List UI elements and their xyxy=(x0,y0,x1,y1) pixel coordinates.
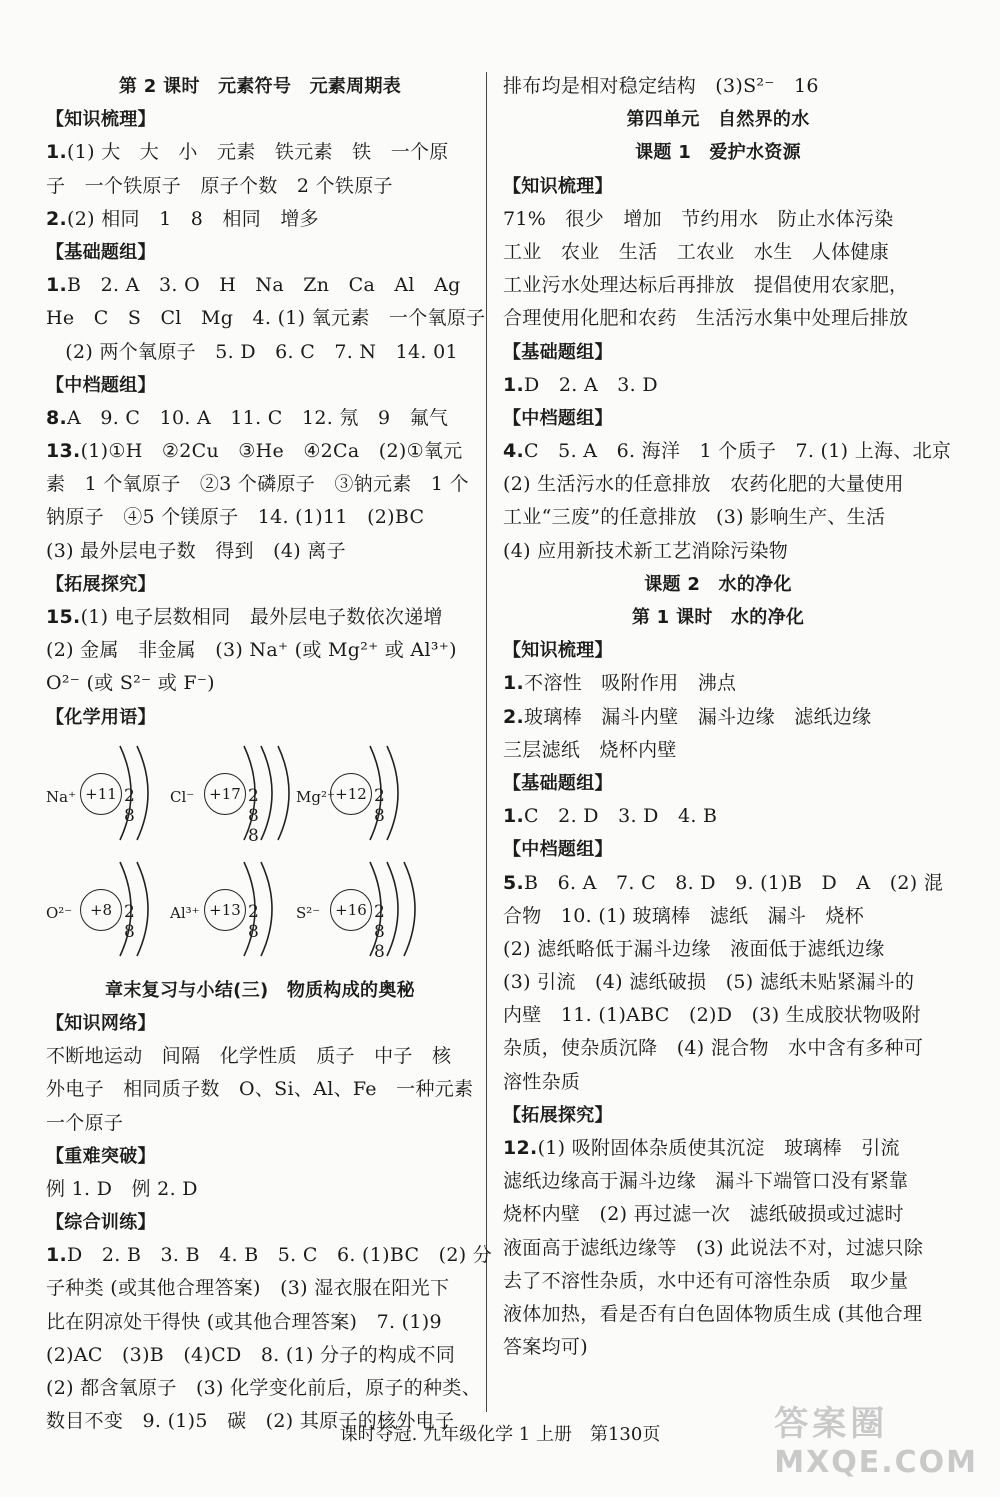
question-number: 1. xyxy=(503,672,525,695)
electron-shell-arc xyxy=(137,862,148,956)
answer-line xyxy=(503,1265,933,1298)
line-text: A 9. C 10. A 11. C 12. 氖 9 氟气 xyxy=(67,406,449,429)
line-text: 滤纸边缘高于漏斗边缘 漏斗下端管口没有紧靠 xyxy=(503,1170,909,1193)
answer-line xyxy=(46,302,486,335)
line-text: O²⁻ (或 S²⁻ 或 F⁻) xyxy=(46,672,215,695)
section-heading xyxy=(503,767,933,800)
line-text: 【基础题组】 xyxy=(503,772,613,794)
line-text: 钠原子 ④5 个镁原子 14. (1)11 (2)BC xyxy=(46,506,425,529)
electron-shell-arc xyxy=(261,862,272,956)
right-column xyxy=(503,70,952,1364)
line-text: (2) 都含氧原子 (3) 化学变化前后，原子的种类、 xyxy=(46,1377,482,1399)
line-text: (2) 生活污水的任意排放 农药化肥的大量使用 xyxy=(503,473,904,496)
electron-shell-arc xyxy=(387,746,398,840)
answer-line xyxy=(503,302,933,335)
left-section-chapter-review xyxy=(46,974,493,1439)
answer-line xyxy=(503,1032,933,1065)
question-number: 4. xyxy=(503,440,525,463)
section-heading xyxy=(46,568,474,601)
section-title xyxy=(46,70,474,103)
line-text: C 2. D 3. D 4. B xyxy=(524,805,718,828)
electron-counts: 2 8 8 xyxy=(374,901,387,962)
line-text: 排布均是相对稳定结构 (3)S²⁻ 16 xyxy=(503,75,819,97)
line-text: 一个原子 xyxy=(46,1111,124,1134)
line-text: 【基础题组】 xyxy=(503,341,613,363)
line-text: 【中档题组】 xyxy=(503,407,613,429)
line-text: D 2. A 3. D xyxy=(524,373,658,396)
question-number: 1. xyxy=(503,373,525,396)
answer-line xyxy=(46,402,474,435)
line-text: (2) 滤纸略低于漏斗边缘 液面低于滤纸边缘 xyxy=(503,937,885,960)
line-text: 【拓展探究】 xyxy=(503,1104,613,1126)
line-text: (2) 金属 非金属 (3) Na⁺ (或 Mg²⁺ 或 Al³⁺) xyxy=(46,639,457,662)
answer-line xyxy=(46,203,474,236)
line-text: 合理使用化肥和农药 生活污水集中处理后排放 xyxy=(503,307,909,330)
line-text: He C S Cl Mg 4. (1) 氧元素 一个氧原子 xyxy=(46,307,486,330)
answer-line xyxy=(503,933,933,966)
ion-symbol: Al³⁺ xyxy=(170,903,200,922)
nucleus-circle: +12 xyxy=(330,773,372,815)
line-text: 工业“三废”的任意排放 (3) 影响生产、生活 xyxy=(503,506,886,529)
answer-line xyxy=(46,170,474,203)
answer-line xyxy=(503,667,933,700)
line-text: 杂质，使杂质沉降 (4) 混合物 水中含有多种可 xyxy=(503,1037,924,1060)
atomic-structure-diagrams xyxy=(46,734,474,974)
line-text: 不溶性 吸附作用 沸点 xyxy=(524,672,737,695)
line-text: 溶性杂质 xyxy=(503,1070,581,1093)
ion-symbol: Cl⁻ xyxy=(170,787,195,806)
line-text: 课题 2 水的净化 xyxy=(644,573,792,595)
answer-line xyxy=(503,70,933,103)
page-footer: 课时夺冠. 九年级化学 1 上册 第130页 xyxy=(339,1424,661,1445)
answer-line xyxy=(503,435,952,468)
section-heading xyxy=(46,1007,474,1040)
answer-line xyxy=(503,734,933,767)
answer-line xyxy=(503,900,933,933)
ion-symbol: Na⁺ xyxy=(46,787,76,806)
nucleus-circle: +11 xyxy=(80,773,122,815)
question-number: 1. xyxy=(503,805,525,828)
answer-line xyxy=(46,1239,493,1272)
answer-line xyxy=(46,1073,474,1106)
question-number: 15. xyxy=(46,606,81,628)
answer-line xyxy=(503,236,933,269)
electron-shell-arc xyxy=(137,746,148,840)
answer-line xyxy=(503,535,933,568)
line-text: (1) 电子层数相同 最外层电子数依次递增 xyxy=(80,606,443,628)
watermark-logo: 答案圈 MXQE.COM xyxy=(774,1404,978,1480)
line-text: C 5. A 6. 海洋 1 个质子 7. (1) 上海、北京 xyxy=(524,440,952,463)
section-heading xyxy=(503,634,933,667)
ion-symbol: Mg²⁺ xyxy=(296,787,335,806)
line-text: 例 1. D 例 2. D xyxy=(46,1177,198,1200)
answer-line xyxy=(46,1306,474,1339)
answer-line xyxy=(46,1372,482,1405)
answer-line xyxy=(46,1107,474,1140)
electron-shell-arc xyxy=(278,746,289,840)
line-text: 【综合训练】 xyxy=(46,1212,156,1234)
line-text: 71% 很少 增加 节约用水 防止水体污染 xyxy=(503,207,894,230)
answer-line xyxy=(46,136,474,169)
answer-line xyxy=(503,1165,933,1198)
answer-line xyxy=(46,468,474,501)
answer-line xyxy=(503,501,933,534)
section-heading xyxy=(503,402,933,435)
question-number: 1. xyxy=(46,1244,68,1267)
nucleus-circle: +8 xyxy=(80,889,122,931)
line-text: 【知识梳理】 xyxy=(503,175,613,197)
answer-line xyxy=(46,634,474,667)
answer-line xyxy=(503,1331,933,1364)
section-heading xyxy=(46,369,474,402)
line-text: 玻璃棒 漏斗内壁 漏斗边缘 滤纸边缘 xyxy=(524,705,872,728)
answer-line xyxy=(46,336,474,369)
line-text: 【知识梳理】 xyxy=(503,640,613,662)
line-text: 【拓展探究】 xyxy=(46,573,156,595)
answer-line xyxy=(503,1298,933,1331)
line-text: 【基础题组】 xyxy=(46,241,156,263)
section-title xyxy=(503,103,933,136)
line-text: 合物 10. (1) 玻璃棒 滤纸 漏斗 烧杯 xyxy=(503,904,865,927)
nucleus-circle: +17 xyxy=(204,773,246,815)
section-title xyxy=(503,601,933,634)
line-text: (1) 吸附固体杂质使其沉淀 玻璃棒 引流 xyxy=(537,1137,900,1159)
line-text: 内壁 11. (1)ABC (2)D (3) 生成胶状物吸附 xyxy=(503,1004,921,1027)
section-heading xyxy=(46,103,474,136)
electron-shell-arc xyxy=(387,862,398,956)
line-text: 【中档题组】 xyxy=(503,839,613,861)
line-text: 烧杯内壁 (2) 再过滤一次 滤纸破损或过滤时 xyxy=(503,1203,904,1226)
answer-line xyxy=(503,701,933,734)
line-text: 答案均可) xyxy=(503,1336,588,1359)
answer-line xyxy=(503,800,933,833)
line-text: 【中档题组】 xyxy=(46,374,156,396)
section-heading xyxy=(503,170,933,203)
line-text: (3) 引流 (4) 滤纸破损 (5) 滤纸未贴紧漏斗的 xyxy=(503,971,915,994)
line-text: 第 1 课时 水的净化 xyxy=(631,607,805,628)
question-number: 1. xyxy=(46,141,68,164)
line-text: B 6. A 7. C 8. D 9. (1)B D A (2) 混 xyxy=(524,871,944,894)
electron-shell-arc xyxy=(404,862,415,956)
answer-line xyxy=(46,435,474,468)
question-number: 2. xyxy=(46,207,68,230)
line-text: 去了不溶性杂质，水中还有可溶性杂质 取少量 xyxy=(503,1269,909,1292)
answer-line xyxy=(503,203,933,236)
line-text: (3) 最外层电子数 得到 (4) 离子 xyxy=(46,539,346,562)
answer-line xyxy=(503,999,933,1032)
section-title xyxy=(503,568,933,601)
line-text: 工业 农业 生活 工农业 水生 人体健康 xyxy=(503,240,890,263)
section-title xyxy=(503,136,933,169)
answer-line xyxy=(46,1339,474,1372)
line-text: 不断地运动 间隔 化学性质 质子 中子 核 xyxy=(46,1045,452,1068)
ion-symbol: O²⁻ xyxy=(46,903,73,922)
electron-counts: 2 8 8 xyxy=(248,785,261,846)
answer-line xyxy=(503,867,944,900)
line-text: 液面高于滤纸边缘等 (3) 此说法不对，过滤只除 xyxy=(503,1236,924,1259)
line-text: D 2. B 3. B 4. B 5. C 6. (1)BC (2) 分 xyxy=(67,1244,493,1267)
answer-line xyxy=(46,1040,474,1073)
line-text: 【重难突破】 xyxy=(46,1145,156,1167)
line-text: 素 1 个氧原子 ②3 个磷原子 ③钠元素 1 个 xyxy=(46,473,469,496)
answer-line xyxy=(46,667,474,700)
nucleus-circle: +16 xyxy=(330,889,372,931)
electron-counts: 2 8 xyxy=(124,901,137,942)
line-text: 课题 1 爱护水资源 xyxy=(635,142,801,164)
section-heading xyxy=(503,1099,933,1132)
column-divider xyxy=(486,72,487,1412)
line-text: 第 2 课时 元素符号 元素周期表 xyxy=(118,76,402,97)
section-heading xyxy=(46,236,474,269)
section-title xyxy=(46,974,474,1007)
answer-line xyxy=(46,269,474,302)
answer-line xyxy=(46,601,474,634)
line-text: (1)①H ②2Cu ③He ④2Ca (2)①氧元 xyxy=(80,440,463,463)
line-text: (2)AC (3)B (4)CD 8. (1) 分子的构成不同 xyxy=(46,1343,456,1366)
line-text: 外电子 相同质子数 O、Si、Al、Fe 一种元素 xyxy=(46,1078,474,1101)
line-text: 第四单元 自然界的水 xyxy=(626,109,810,131)
answer-line xyxy=(503,1066,933,1099)
line-text: 比在阴凉处干得快 (或其他合理答案) 7. (1)9 xyxy=(46,1310,442,1333)
answer-line xyxy=(503,369,933,402)
line-text: 【知识梳理】 xyxy=(46,109,156,131)
answer-line xyxy=(46,1272,474,1305)
line-text: (2) 相同 1 8 相同 增多 xyxy=(67,207,319,230)
line-text: (1) 大 大 小 元素 铁元素 铁 一个原 xyxy=(67,141,449,164)
left-column xyxy=(46,70,493,1438)
ion-symbol: S²⁻ xyxy=(296,903,321,922)
nucleus-circle: +13 xyxy=(204,889,246,931)
answer-line xyxy=(46,501,474,534)
line-text: 数目不变 9. (1)5 碳 (2) 其原子的核外电子 xyxy=(46,1410,455,1433)
electron-counts: 2 8 xyxy=(374,785,387,826)
line-text: 三层滤纸 烧杯内壁 xyxy=(503,738,677,761)
section-heading xyxy=(46,1140,474,1173)
section-heading xyxy=(46,701,474,734)
line-text: 工业污水处理达标后再排放 提倡使用农家肥， xyxy=(503,274,909,297)
question-number: 12. xyxy=(503,1137,538,1159)
line-text: 子 一个铁原子 原子个数 2 个铁原子 xyxy=(46,174,393,197)
electron-counts: 2 8 xyxy=(124,785,137,826)
line-text: (4) 应用新技术新工艺消除污染物 xyxy=(503,539,789,562)
section-heading xyxy=(503,833,933,866)
line-text: 【化学用语】 xyxy=(46,706,156,728)
line-text: 液体加热，看是否有白色固体物质生成 (其他合理 xyxy=(503,1302,923,1325)
question-number: 13. xyxy=(46,440,81,463)
line-text: 子种类 (或其他合理答案) (3) 湿衣服在阳光下 xyxy=(46,1277,450,1300)
line-text: 章末复习与小结(三) 物质构成的奥秘 xyxy=(105,979,415,1001)
question-number: 1. xyxy=(46,274,68,297)
answer-line xyxy=(503,468,933,501)
section-heading xyxy=(503,336,933,369)
answer-line xyxy=(503,966,933,999)
answer-line xyxy=(503,1132,933,1165)
electron-counts: 2 8 xyxy=(248,901,261,942)
answer-line xyxy=(503,269,933,302)
answer-line xyxy=(503,1232,933,1265)
question-number: 5. xyxy=(503,871,525,894)
answer-line xyxy=(503,1198,933,1231)
left-section-lesson2 xyxy=(46,70,486,734)
section-heading xyxy=(46,1206,474,1239)
answer-line xyxy=(46,1173,474,1206)
line-text: (2) 两个氧原子 5. D 6. C 7. N 14. 01 xyxy=(46,340,458,363)
answer-line xyxy=(46,535,474,568)
electron-shell-arc xyxy=(261,746,272,840)
question-number: 8. xyxy=(46,406,68,429)
line-text: B 2. A 3. O H Na Zn Ca Al Ag xyxy=(67,274,461,297)
question-number: 2. xyxy=(503,705,525,728)
line-text: 【知识网络】 xyxy=(46,1012,156,1034)
